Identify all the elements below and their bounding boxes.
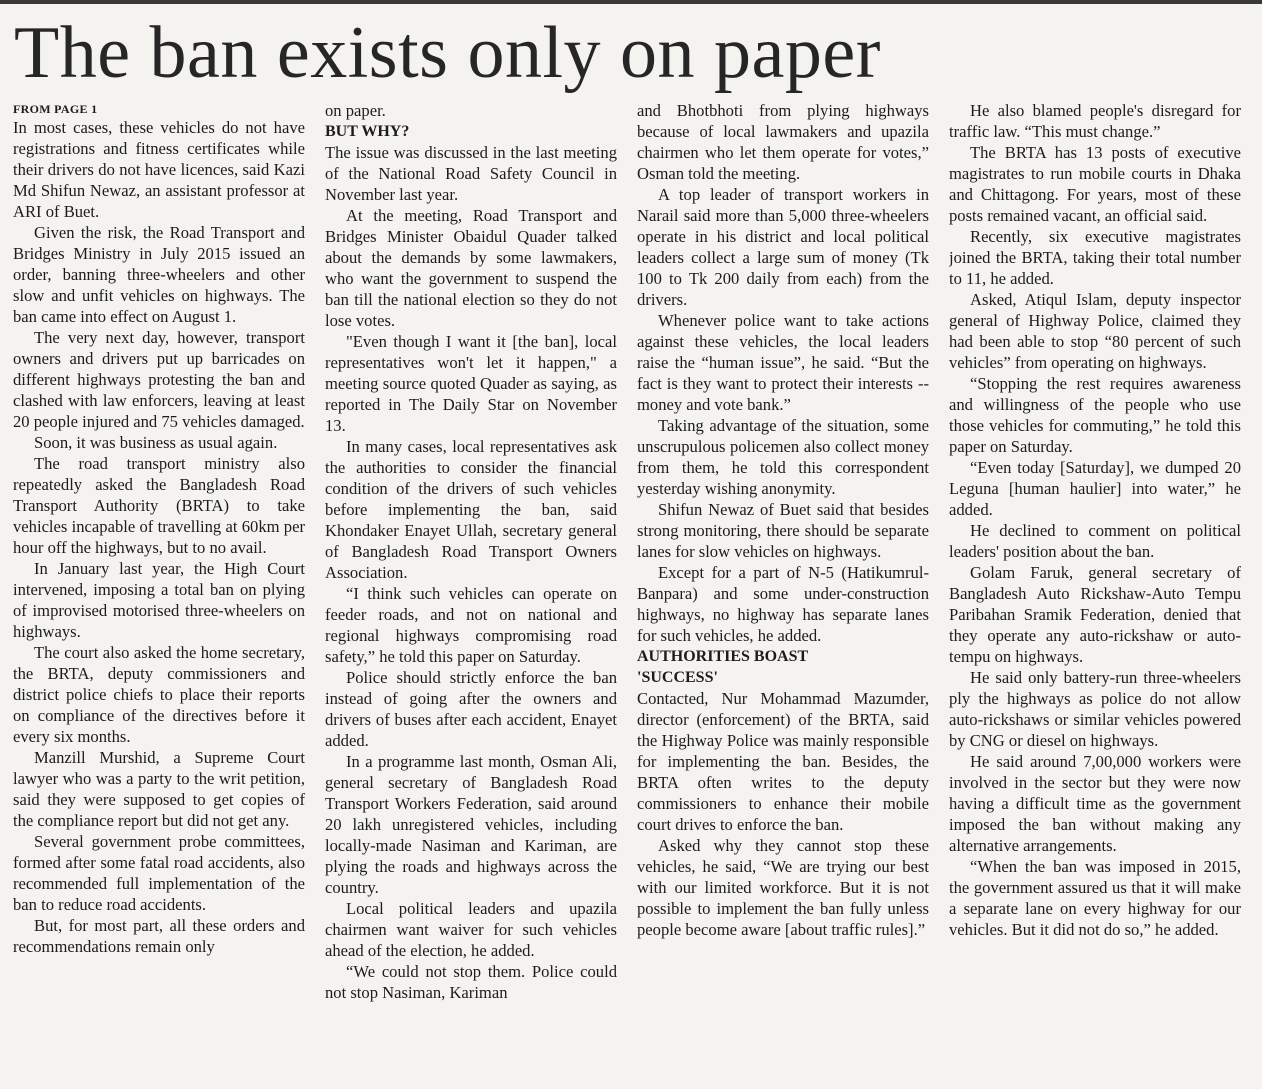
paragraph: He said around 7,00,000 workers were involved in the sector but they were now having a difficult time as the government imposed the ban without making any alternative arrangements.	[949, 752, 1241, 855]
paragraph: A top leader of transport workers in Narail said more than 5,000 three-wheelers operate in his district and local political leaders collect a large sum of money (Tk 100 to Tk 200 daily from each) from the drivers.	[637, 185, 929, 309]
paragraph: Recently, six executive magistrates joined the BRTA, taking their total number to 11, he added.	[949, 227, 1241, 288]
section-subhead: AUTHORITIES BOAST	[637, 648, 809, 665]
paragraph: Except for a part of N-5 (Hatikumrul-Banpara) and some under-construction highways, no highway has separate lanes for such vehicles, he added.	[637, 563, 929, 645]
paragraph: "Even though I want it [the ban], local representatives won't let it happen," a meeting source quoted Quader as saying, as reported in The Daily Star on November 13.	[325, 332, 617, 435]
paragraph: Golam Faruk, general secretary of Bangladesh Auto Rickshaw-Auto Tempu Paribahan Sramik Federation, denied that they operate any auto-rickshaw or auto-tempu on highways.	[949, 563, 1241, 666]
paragraph: Manzill Murshid, a Supreme Court lawyer who was a party to the writ petition, said they were supposed to get copies of the compliance report but did not get any.	[13, 748, 305, 830]
paragraph: Several government probe committees, formed after some fatal road accidents, also recommended full implementation of the ban to reduce road accidents.	[13, 832, 305, 914]
article-column-3	[637, 100, 929, 1089]
article-headline: The ban exists only on paper	[14, 12, 881, 94]
paragraph: Contacted, Nur Mohammad Mazumder, director (enforcement) of the BRTA, said the Highway Police was mainly responsible for implementing the ban. Besides, the BRTA often writes to the deputy commissioners to enhance their mobile court drives to enforce the ban.	[637, 689, 929, 834]
paragraph: “I think such vehicles can operate on feeder roads, and not on national and regional highways compromising road safety,” he told this paper on Saturday.	[325, 584, 617, 666]
paragraph: In a programme last month, Osman Ali, general secretary of Bangladesh Road Transport Workers Federation, said around 20 lakh unregistered vehicles, including locally-made Nasiman and Kariman, are plying the roads and highways across the country.	[325, 752, 617, 897]
paragraph: Whenever police want to take actions against these vehicles, the local leaders raise the “human issue”, he said. “But the fact is they want to protect their interests -- money and vote bank.”	[637, 311, 929, 414]
paragraph: Soon, it was business as usual again.	[34, 433, 278, 452]
masthead-rule	[0, 0, 1262, 4]
paragraph: “Stopping the rest requires awareness and willingness of the people who use those vehicles for commuting,” he told this paper on Saturday.	[949, 374, 1241, 456]
paragraph: Given the risk, the Road Transport and Bridges Ministry in July 2015 issued an order, banning three-wheelers and other slow and unfit vehicles on highways. The ban came into effect on August 1.	[13, 223, 305, 326]
paragraph: In January last year, the High Court intervened, imposing a total ban on plying of improvised motorised three-wheelers on highways.	[13, 559, 305, 641]
paragraph: In many cases, local representatives ask the authorities to consider the financial condition of the drivers of such vehicles before implementing the ban, said Khondaker Enayet Ullah, secretary general of Bangladesh Road Transport Owners Association.	[325, 437, 617, 582]
paragraph: Asked, Atiqul Islam, deputy inspector general of Highway Police, claimed they had been able to stop “80 percent of such vehicles” from operating on highways.	[949, 290, 1241, 372]
paragraph: Taking advantage of the situation, some unscrupulous policemen also collect money from them, he told this correspondent yesterday wishing anonymity.	[637, 416, 929, 498]
paragraph: The BRTA has 13 posts of executive magistrates to run mobile courts in Dhaka and Chittagong. For years, most of these posts remained vacant, an official said.	[949, 143, 1241, 225]
paragraph: Police should strictly enforce the ban instead of going after the owners and drivers of buses after each accident, Enayet added.	[325, 668, 617, 750]
paragraph: In most cases, these vehicles do not have registrations and fitness certificates while their drivers do not have licences, said Kazi Md Shifun Newaz, an assistant professor at ARI of Buet.	[13, 118, 305, 221]
paragraph: The road transport ministry also repeatedly asked the Bangladesh Road Transport Authority (BRTA) to take vehicles incapable of travelling at 60km per hour off the highways, but to no avail.	[13, 454, 305, 557]
paragraph: Asked why they cannot stop these vehicles, he said, “We are trying our best with our limited workforce. But it is not possible to implement the ban fully unless people become aware [about traffic rules].”	[637, 836, 929, 939]
paragraph: At the meeting, Road Transport and Bridges Minister Obaidul Quader talked about the demands by some lawmakers, who want the government to suspend the ban till the national election so they do not lose votes.	[325, 206, 617, 330]
paragraph: “When the ban was imposed in 2015, the government assured us that it will make a separate lane on every highway for our vehicles. But it did not do so,” he added.	[949, 857, 1241, 939]
paragraph: The issue was discussed in the last meeting of the National Road Safety Council in November last year.	[325, 143, 617, 204]
article-column-2	[325, 100, 617, 1089]
section-subhead: BUT WHY?	[325, 123, 410, 140]
article-column-4	[949, 100, 1241, 1089]
paragraph: He also blamed people's disregard for traffic law. “This must change.”	[949, 101, 1241, 141]
continued-text: and Bhotbhoti from plying highways because of local lawmakers and upazila chairmen who let them operate for votes,” Osman told the meeting.	[637, 101, 929, 183]
continued-text: on paper.	[325, 101, 386, 120]
paragraph: But, for most part, all these orders and recommendations remain only	[13, 916, 305, 956]
paragraph: The court also asked the home secretary, the BRTA, deputy commissioners and district police chiefs to place their reports on compliance of the directives before it every six months.	[13, 643, 305, 746]
paragraph: He declined to comment on political leaders' position about the ban.	[949, 521, 1241, 561]
paragraph: “Even today [Saturday], we dumped 20 Leguna [human haulier] into water,” he added.	[949, 458, 1241, 519]
paragraph: The very next day, however, transport owners and drivers put up barricades on different highways protesting the ban and clashed with law enforcers, leaving at least 20 people injured and 75 vehicles damaged.	[13, 328, 305, 431]
section-subhead: 'SUCCESS'	[637, 669, 718, 686]
paragraph: “We could not stop them. Police could not stop Nasiman, Kariman	[325, 962, 617, 1002]
jump-kicker: FROM PAGE 1	[13, 102, 98, 116]
article-column-1	[13, 100, 305, 1089]
paragraph: Local political leaders and upazila chairmen want waiver for such vehicles ahead of the election, he added.	[325, 899, 617, 960]
paragraph: Shifun Newaz of Buet said that besides strong monitoring, there should be separate lanes for slow vehicles on highways.	[637, 500, 929, 561]
paragraph: He said only battery-run three-wheelers ply the highways as police do not allow auto-rickshaws or similar vehicles powered by CNG or diesel on highways.	[949, 668, 1241, 750]
